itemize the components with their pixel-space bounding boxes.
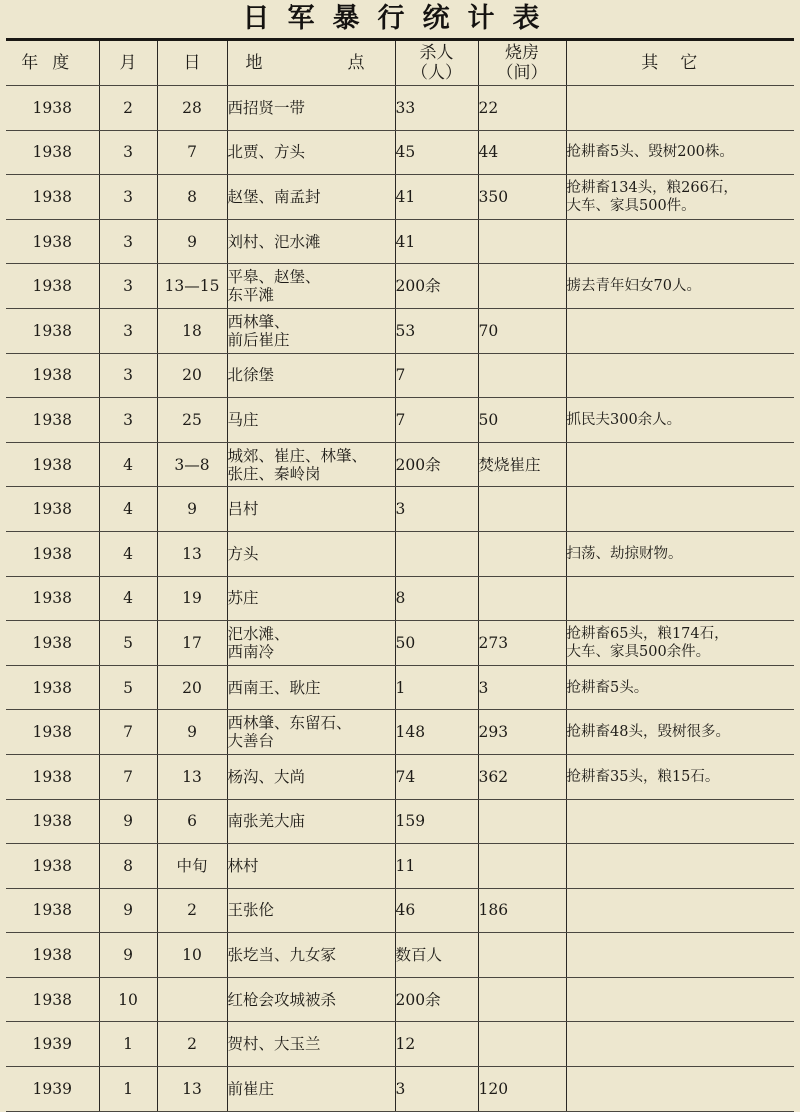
cell-burned bbox=[478, 1022, 566, 1067]
cell-year: 1938 bbox=[6, 130, 99, 175]
cell-burned: 120 bbox=[478, 1067, 566, 1112]
cell-day: 25 bbox=[157, 398, 227, 443]
cell-burned: 362 bbox=[478, 754, 566, 799]
table-row bbox=[6, 175, 794, 220]
page-title: 日军暴行统计表 bbox=[242, 3, 558, 34]
cell-other: 抢耕畜5头、毁树200株。 bbox=[566, 130, 794, 175]
cell-place: 林村 bbox=[227, 844, 395, 889]
cell-year: 1938 bbox=[6, 308, 99, 353]
cell-killed: 数百人 bbox=[395, 933, 478, 978]
cell-other bbox=[566, 576, 794, 621]
cell-year: 1938 bbox=[6, 710, 99, 755]
table-row bbox=[6, 531, 794, 576]
cell-burned: 44 bbox=[478, 130, 566, 175]
cell-killed: 41 bbox=[395, 175, 478, 220]
header-place-char: 点 bbox=[347, 53, 365, 73]
cell-burned bbox=[478, 219, 566, 264]
cell-killed: 50 bbox=[395, 621, 478, 666]
header-killed: 杀人 （人） bbox=[395, 40, 478, 86]
cell-killed: 3 bbox=[395, 487, 478, 532]
cell-year: 1938 bbox=[6, 933, 99, 978]
cell-killed: 200余 bbox=[395, 977, 478, 1022]
table-row bbox=[6, 398, 794, 443]
cell-day: 6 bbox=[157, 799, 227, 844]
cell-burned: 22 bbox=[478, 86, 566, 131]
cell-year: 1938 bbox=[6, 353, 99, 398]
cell-day: 18 bbox=[157, 308, 227, 353]
cell-day: 20 bbox=[157, 353, 227, 398]
cell-month: 4 bbox=[99, 531, 157, 576]
cell-year: 1938 bbox=[6, 665, 99, 710]
cell-day: 28 bbox=[157, 86, 227, 131]
cell-day: 13—15 bbox=[157, 264, 227, 309]
cell-other: 抢耕畜35头，粮15石。 bbox=[566, 754, 794, 799]
cell-killed: 8 bbox=[395, 576, 478, 621]
cell-month: 3 bbox=[99, 219, 157, 264]
cell-burned bbox=[478, 264, 566, 309]
header-day: 日 bbox=[157, 40, 227, 86]
cell-place: 西林肇、 前后崔庄 bbox=[227, 308, 395, 353]
cell-day: 7 bbox=[157, 130, 227, 175]
cell-other bbox=[566, 888, 794, 933]
cell-killed: 200余 bbox=[395, 442, 478, 487]
cell-killed: 74 bbox=[395, 754, 478, 799]
cell-burned bbox=[478, 531, 566, 576]
cell-other: 扫荡、劫掠财物。 bbox=[566, 531, 794, 576]
cell-place: 马庄 bbox=[227, 398, 395, 443]
cell-year: 1938 bbox=[6, 799, 99, 844]
cell-year: 1938 bbox=[6, 621, 99, 666]
cell-day: 2 bbox=[157, 1022, 227, 1067]
cell-day: 2 bbox=[157, 888, 227, 933]
table-row bbox=[6, 86, 794, 131]
cell-burned bbox=[478, 977, 566, 1022]
cell-other: 抢耕畜48头，毁树很多。 bbox=[566, 710, 794, 755]
header-place-char: 地 bbox=[245, 53, 263, 73]
cell-other bbox=[566, 799, 794, 844]
cell-year: 1938 bbox=[6, 86, 99, 131]
cell-place: 刘村、汜水滩 bbox=[227, 219, 395, 264]
cell-burned bbox=[478, 576, 566, 621]
cell-day: 10 bbox=[157, 933, 227, 978]
cell-day bbox=[157, 977, 227, 1022]
cell-day: 8 bbox=[157, 175, 227, 220]
cell-place: 苏庄 bbox=[227, 576, 395, 621]
cell-killed: 53 bbox=[395, 308, 478, 353]
table-row bbox=[6, 442, 794, 487]
cell-burned: 273 bbox=[478, 621, 566, 666]
cell-day: 9 bbox=[157, 487, 227, 532]
table-row bbox=[6, 710, 794, 755]
cell-burned: 350 bbox=[478, 175, 566, 220]
header-burned: 烧房 （间） bbox=[478, 40, 566, 86]
cell-other bbox=[566, 1067, 794, 1112]
cell-month: 2 bbox=[99, 86, 157, 131]
cell-burned bbox=[478, 933, 566, 978]
cell-month: 3 bbox=[99, 175, 157, 220]
cell-other bbox=[566, 844, 794, 889]
cell-year: 1938 bbox=[6, 442, 99, 487]
cell-day: 20 bbox=[157, 665, 227, 710]
cell-month: 1 bbox=[99, 1022, 157, 1067]
cell-year: 1939 bbox=[6, 1067, 99, 1112]
cell-other bbox=[566, 977, 794, 1022]
cell-killed: 7 bbox=[395, 353, 478, 398]
cell-year: 1939 bbox=[6, 1022, 99, 1067]
cell-month: 5 bbox=[99, 665, 157, 710]
cell-place: 西南王、耿庄 bbox=[227, 665, 395, 710]
cell-month: 7 bbox=[99, 710, 157, 755]
cell-month: 1 bbox=[99, 1067, 157, 1112]
cell-year: 1938 bbox=[6, 175, 99, 220]
cell-day: 3—8 bbox=[157, 442, 227, 487]
cell-month: 10 bbox=[99, 977, 157, 1022]
cell-other: 抢耕畜5头。 bbox=[566, 665, 794, 710]
cell-day: 9 bbox=[157, 219, 227, 264]
cell-month: 9 bbox=[99, 933, 157, 978]
header-other: 其它 bbox=[566, 40, 794, 86]
cell-month: 7 bbox=[99, 754, 157, 799]
header-row bbox=[6, 40, 794, 86]
cell-killed: 12 bbox=[395, 1022, 478, 1067]
cell-other bbox=[566, 1022, 794, 1067]
cell-place: 王张伦 bbox=[227, 888, 395, 933]
cell-year: 1938 bbox=[6, 754, 99, 799]
cell-month: 9 bbox=[99, 888, 157, 933]
table-row bbox=[6, 353, 794, 398]
cell-place: 前崔庄 bbox=[227, 1067, 395, 1112]
header-month: 月 bbox=[99, 40, 157, 86]
cell-year: 1938 bbox=[6, 487, 99, 532]
cell-burned bbox=[478, 844, 566, 889]
cell-place: 南张羌大庙 bbox=[227, 799, 395, 844]
table-row bbox=[6, 844, 794, 889]
table-row bbox=[6, 1067, 794, 1112]
cell-place: 张圪当、九女冢 bbox=[227, 933, 395, 978]
cell-place: 红枪会攻城被杀 bbox=[227, 977, 395, 1022]
cell-year: 1938 bbox=[6, 531, 99, 576]
cell-year: 1938 bbox=[6, 576, 99, 621]
cell-month: 4 bbox=[99, 442, 157, 487]
cell-killed: 1 bbox=[395, 665, 478, 710]
cell-place: 汜水滩、 西南冷 bbox=[227, 621, 395, 666]
cell-month: 5 bbox=[99, 621, 157, 666]
cell-killed: 7 bbox=[395, 398, 478, 443]
cell-day: 19 bbox=[157, 576, 227, 621]
table-row bbox=[6, 933, 794, 978]
cell-month: 4 bbox=[99, 487, 157, 532]
cell-place: 赵堡、南孟封 bbox=[227, 175, 395, 220]
header-place bbox=[227, 40, 395, 86]
cell-killed: 148 bbox=[395, 710, 478, 755]
cell-other bbox=[566, 308, 794, 353]
cell-killed: 159 bbox=[395, 799, 478, 844]
cell-month: 3 bbox=[99, 398, 157, 443]
cell-place: 方头 bbox=[227, 531, 395, 576]
cell-other bbox=[566, 933, 794, 978]
cell-year: 1938 bbox=[6, 398, 99, 443]
table-row bbox=[6, 621, 794, 666]
cell-day: 13 bbox=[157, 1067, 227, 1112]
cell-killed: 46 bbox=[395, 888, 478, 933]
cell-place: 西林肇、东留石、 大善台 bbox=[227, 710, 395, 755]
cell-burned: 70 bbox=[478, 308, 566, 353]
cell-burned: 50 bbox=[478, 398, 566, 443]
cell-killed: 33 bbox=[395, 86, 478, 131]
cell-other bbox=[566, 86, 794, 131]
cell-burned: 293 bbox=[478, 710, 566, 755]
cell-place: 北贾、方头 bbox=[227, 130, 395, 175]
header-year: 年度 bbox=[6, 40, 99, 86]
cell-other: 抢耕畜134头，粮266石， 大车、家具500件。 bbox=[566, 175, 794, 220]
cell-day: 中旬 bbox=[157, 844, 227, 889]
cell-day: 13 bbox=[157, 754, 227, 799]
cell-other: 掳去青年妇女70人。 bbox=[566, 264, 794, 309]
cell-burned bbox=[478, 353, 566, 398]
cell-killed: 41 bbox=[395, 219, 478, 264]
cell-day: 13 bbox=[157, 531, 227, 576]
table-row bbox=[6, 754, 794, 799]
cell-burned: 3 bbox=[478, 665, 566, 710]
cell-month: 8 bbox=[99, 844, 157, 889]
table-row bbox=[6, 1022, 794, 1067]
cell-day: 17 bbox=[157, 621, 227, 666]
cell-other bbox=[566, 487, 794, 532]
cell-year: 1938 bbox=[6, 888, 99, 933]
cell-burned: 焚烧崔庄 bbox=[478, 442, 566, 487]
cell-month: 3 bbox=[99, 308, 157, 353]
cell-killed: 11 bbox=[395, 844, 478, 889]
table-row bbox=[6, 576, 794, 621]
cell-month: 3 bbox=[99, 353, 157, 398]
cell-year: 1938 bbox=[6, 844, 99, 889]
cell-year: 1938 bbox=[6, 219, 99, 264]
table-row bbox=[6, 130, 794, 175]
cell-other: 抢耕畜65头，粮174石， 大车、家具500余件。 bbox=[566, 621, 794, 666]
atrocity-table bbox=[6, 38, 794, 1112]
cell-year: 1938 bbox=[6, 264, 99, 309]
table-row bbox=[6, 799, 794, 844]
cell-killed: 200余 bbox=[395, 264, 478, 309]
cell-place: 城郊、崔庄、林肇、 张庄、秦岭岗 bbox=[227, 442, 395, 487]
table-row bbox=[6, 219, 794, 264]
cell-other bbox=[566, 353, 794, 398]
cell-killed: 45 bbox=[395, 130, 478, 175]
cell-place: 吕村 bbox=[227, 487, 395, 532]
cell-year: 1938 bbox=[6, 977, 99, 1022]
cell-burned bbox=[478, 799, 566, 844]
cell-burned bbox=[478, 487, 566, 532]
cell-place: 贺村、大玉兰 bbox=[227, 1022, 395, 1067]
cell-other bbox=[566, 219, 794, 264]
cell-place: 平皋、赵堡、 东平滩 bbox=[227, 264, 395, 309]
table-row bbox=[6, 264, 794, 309]
cell-day: 9 bbox=[157, 710, 227, 755]
cell-month: 4 bbox=[99, 576, 157, 621]
cell-month: 3 bbox=[99, 264, 157, 309]
table-row bbox=[6, 977, 794, 1022]
cell-killed: 3 bbox=[395, 1067, 478, 1112]
table-row bbox=[6, 308, 794, 353]
cell-other: 抓民夫300余人。 bbox=[566, 398, 794, 443]
cell-place: 北徐堡 bbox=[227, 353, 395, 398]
cell-place: 西招贤一带 bbox=[227, 86, 395, 131]
cell-month: 3 bbox=[99, 130, 157, 175]
cell-killed bbox=[395, 531, 478, 576]
cell-month: 9 bbox=[99, 799, 157, 844]
cell-place: 杨沟、大尚 bbox=[227, 754, 395, 799]
cell-other bbox=[566, 442, 794, 487]
table-row bbox=[6, 665, 794, 710]
table-row bbox=[6, 487, 794, 532]
table-row bbox=[6, 888, 794, 933]
cell-burned: 186 bbox=[478, 888, 566, 933]
